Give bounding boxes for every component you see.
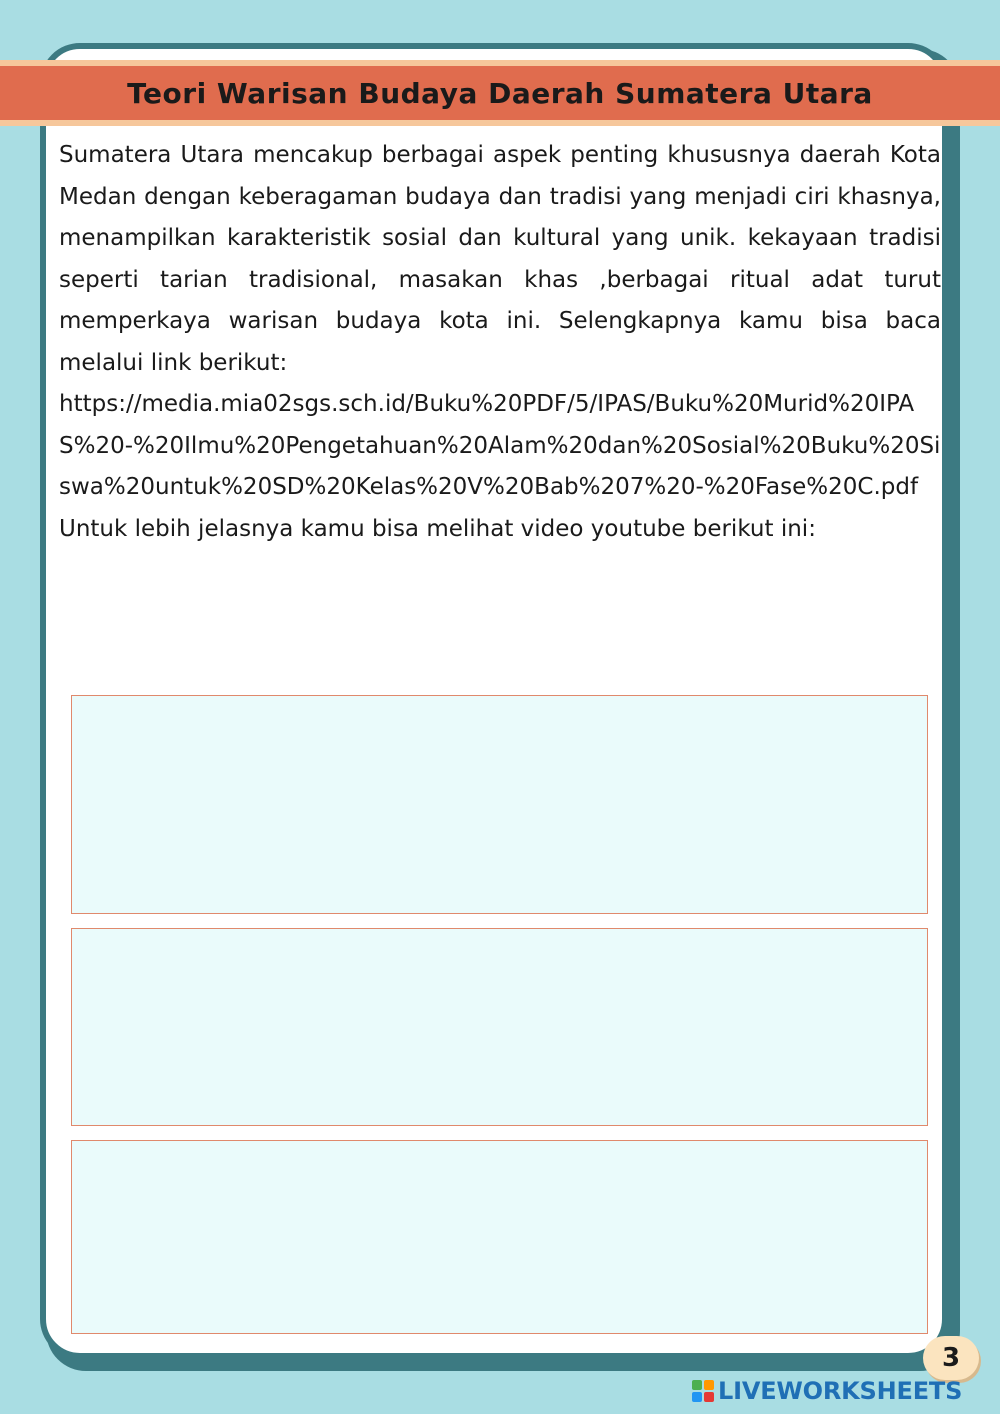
video-embed-1[interactable] <box>71 695 928 914</box>
video-embed-2[interactable] <box>71 928 928 1126</box>
page-number: 3 <box>941 1343 961 1373</box>
liveworksheets-watermark <box>692 1376 962 1406</box>
reference-link[interactable]: https://media.mia02sgs.sch.id/Buku%20PDF/5/IPAS/Buku%20Murid%20IPAS%20-%20Ilmu%20Pengetahuan%20Alam%20dan%20Sosial%20Buku%20Siswa%20untuk%20SD%20Kelas%20V%20Bab%207%20-%20Fase%20C.pdf <box>59 391 941 500</box>
page-title: Teori Warisan Budaya Daerah Sumatera Utara <box>127 76 873 110</box>
video-embed-3[interactable] <box>71 1140 928 1334</box>
watermark-text: LIVEWORKSHEETS <box>718 1377 963 1405</box>
title-band <box>0 66 1000 120</box>
video-intro-text: Untuk lebih jelasnya kamu bisa melihat video youtube berikut ini: <box>59 515 816 542</box>
page-number-badge <box>923 1336 979 1380</box>
intro-paragraph: Sumatera Utara mencakup berbagai aspek penting khususnya daerah Kota Medan dengan keberagaman budaya dan tradisi yang menjadi ciri khasnya, menampilkan karakteristik sosial dan kultural yang unik. kekayaan tradisi seperti tarian tradisional, masakan khas ,berbagai ritual adat turut memperkaya warisan budaya kota ini. Selengkapnya kamu bisa baca melalui link berikut: <box>59 142 941 376</box>
body-text <box>59 135 941 550</box>
liveworksheets-logo-icon <box>692 1380 714 1402</box>
